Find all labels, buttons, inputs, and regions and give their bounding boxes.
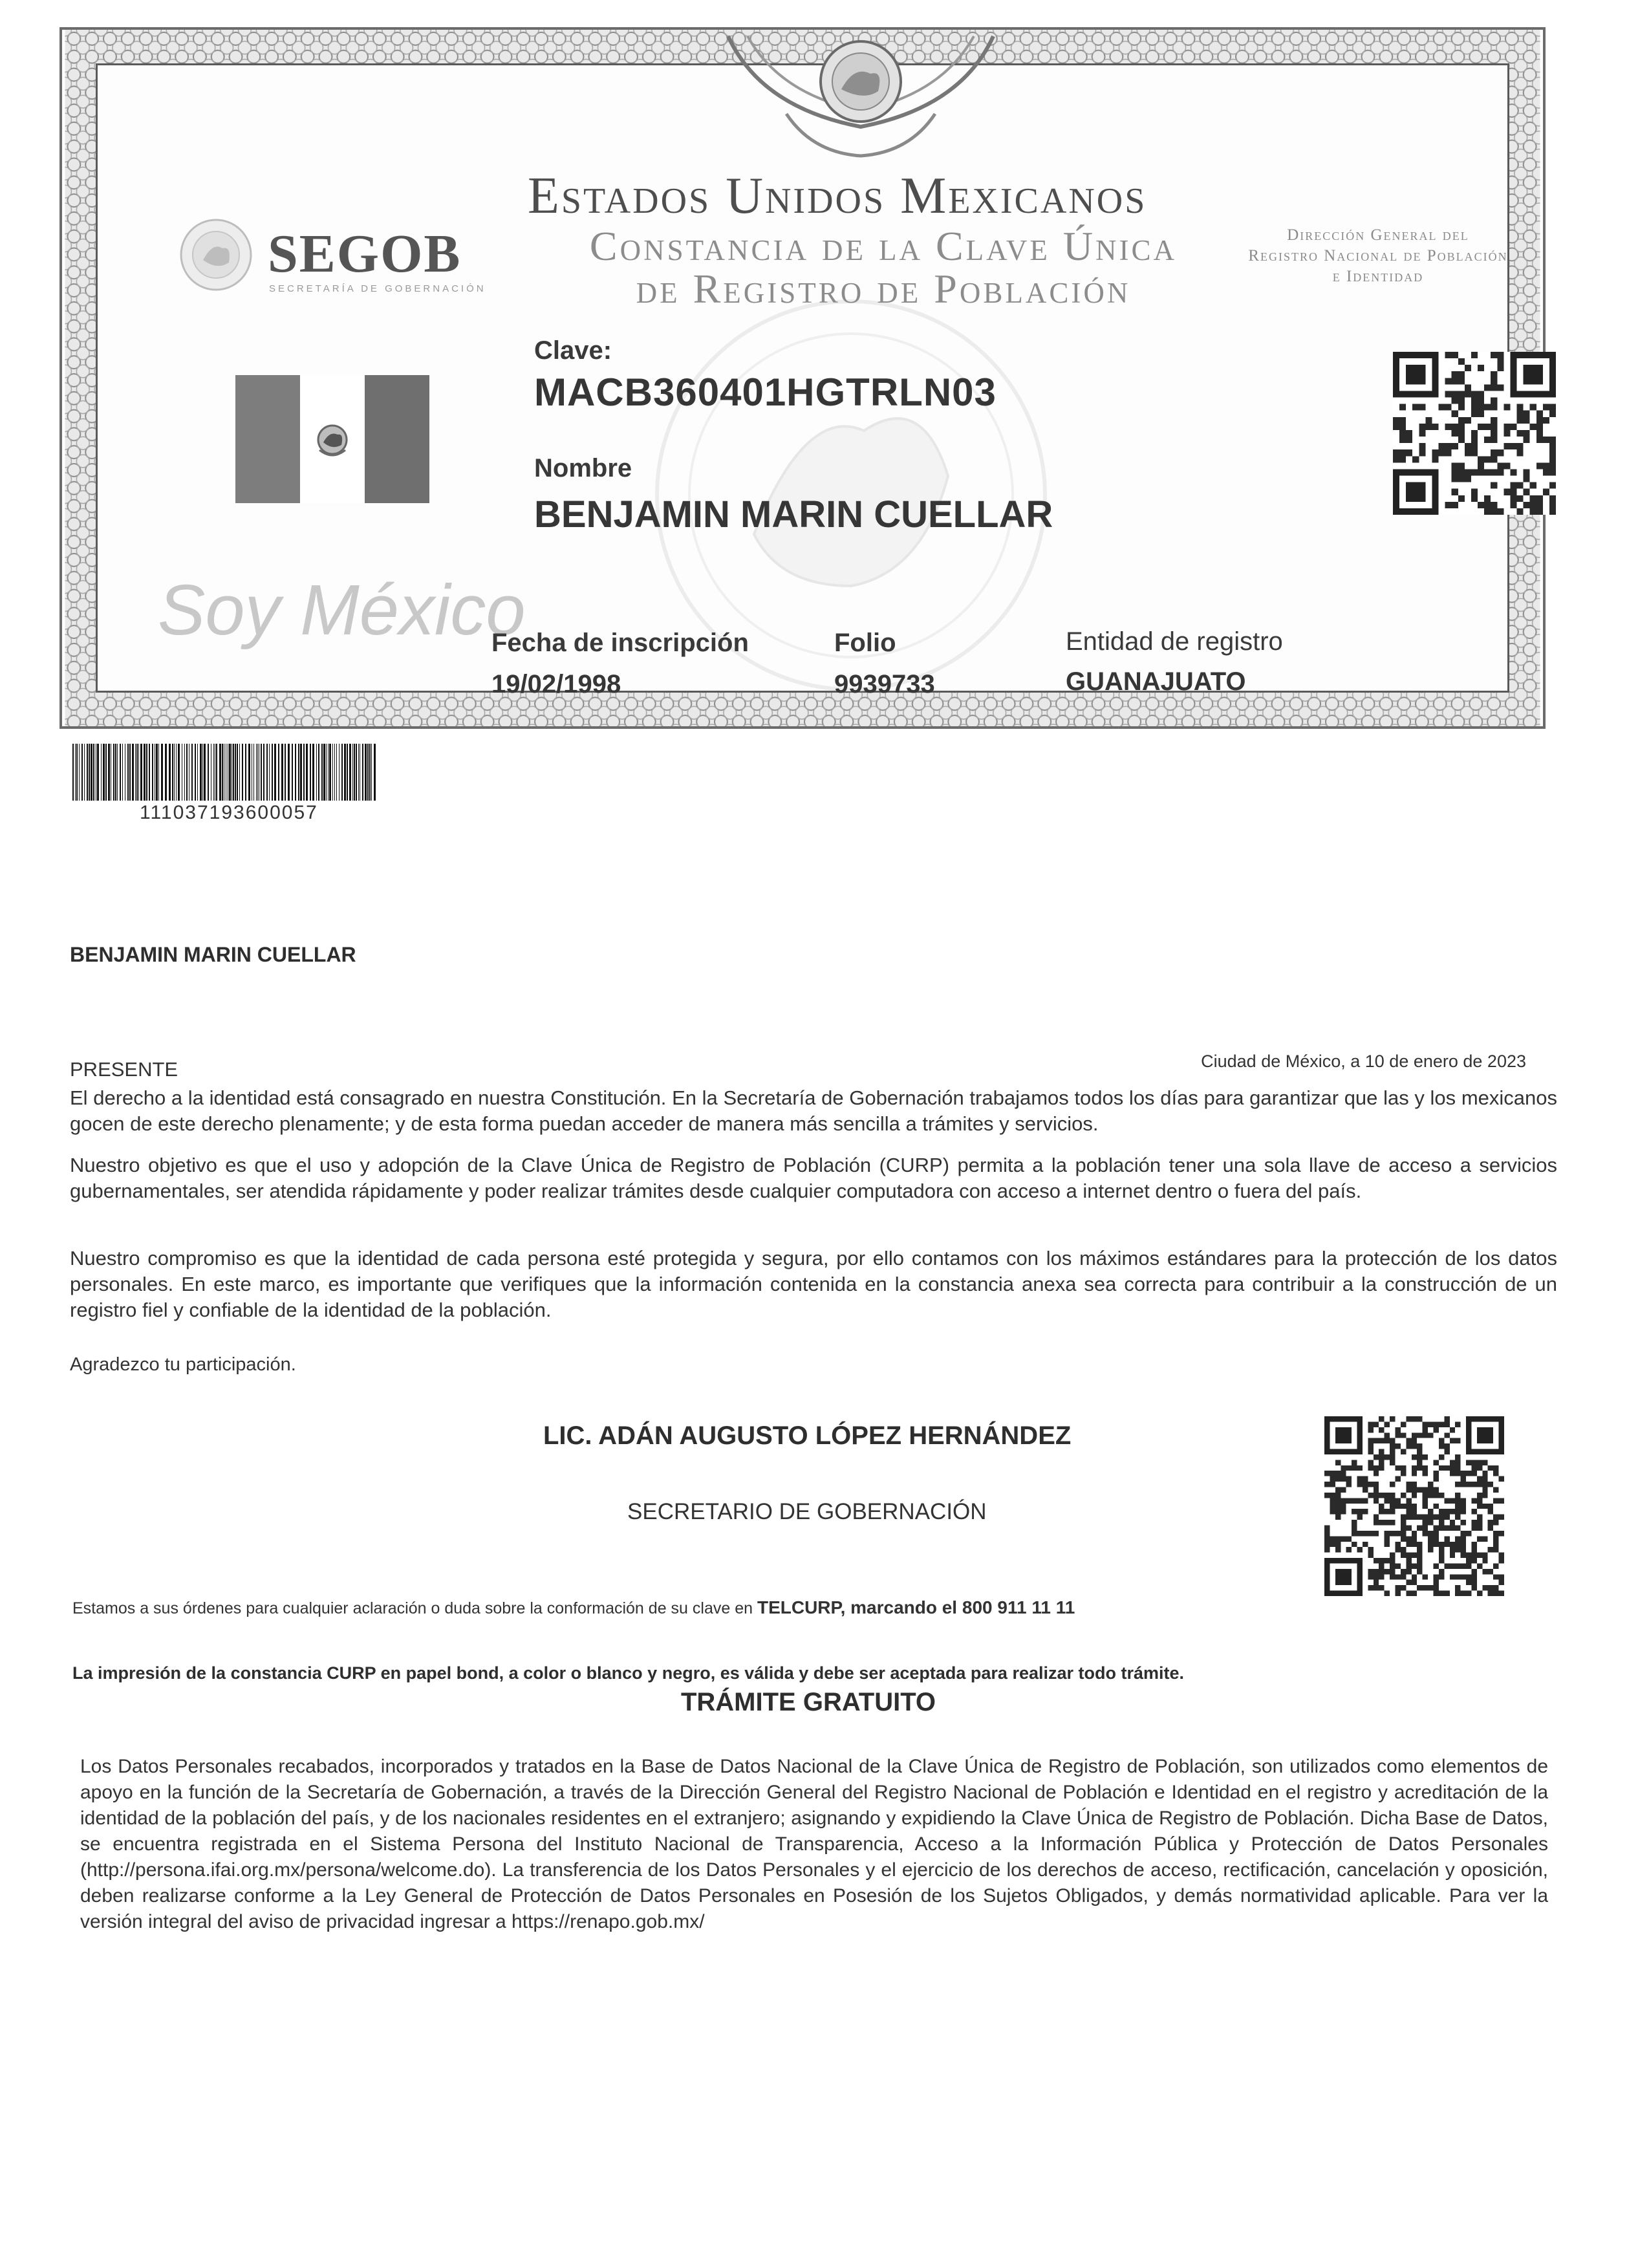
contact-notice [72, 1597, 1075, 1618]
mexican-flag-icon [235, 375, 429, 503]
signer-name: LIC. ADÁN AUGUSTO LÓPEZ HERNÁNDEZ [543, 1421, 1072, 1450]
directorate-line2: Registro Nacional de Población [1248, 247, 1508, 265]
letter-paragraph-3: Nuestro compromiso es que la identidad de cada persona esté protegida y segura, por ello contamos con los máximos estándares para la protección de los datos personales. En este marco, es importante que verifiques que la información contenida en la constancia anexa sea correcta para contribuir a la construcción de un registro fiel y confiable de la identidad de la población. [70, 1247, 1557, 1321]
segob-logo-subtext: SECRETARÍA DE GOBERNACIÓN [269, 283, 486, 294]
qr-code-icon[interactable] [1393, 352, 1556, 515]
letter-place-date: Ciudad de México, a 10 de enero de 2023 [1201, 1052, 1526, 1071]
contact-text: Estamos a sus órdenes para cualquier aclaración o duda sobre la conformación de su clave en [72, 1599, 753, 1617]
curp-certificate [59, 27, 1546, 729]
directorate-line3: e Identidad [1332, 268, 1424, 285]
entidad-registro-value: GUANAJUATO [1066, 667, 1246, 696]
letter-addressee: BENJAMIN MARIN CUELLAR [70, 943, 356, 966]
letter-paragraph-2: Nuestro objetivo es que el uso y adopción de la Clave Única de Registro de Población (CURP) permita a la población tener una sola llave de acceso a servicios gubernamentales, ser atendida rápidamente y poder realizar trámites desde cualquier computadora con acceso a internet dentro o fuera del país. [70, 1154, 1557, 1202]
directorate-name [1226, 225, 1530, 287]
segob-emblem-icon [177, 216, 255, 294]
letter-closing: Agradezco tu participación. [70, 1354, 296, 1375]
contact-phone: TELCURP, marcando el 800 911 11 11 [757, 1597, 1075, 1617]
qr-code-icon[interactable] [1324, 1416, 1504, 1596]
clave-label: Clave: [534, 336, 612, 365]
certificate-title: Estados Unidos Mexicanos [528, 167, 1147, 224]
barcode-number: 111037193600057 [140, 802, 318, 823]
certificate-subtitle-line2: de Registro de Población [636, 266, 1131, 312]
nombre-label: Nombre [534, 454, 632, 482]
segob-logo-text: SEGOB [268, 224, 462, 284]
nombre-value: BENJAMIN MARIN CUELLAR [534, 493, 1053, 535]
directorate-line1: Dirección General del [1287, 226, 1469, 244]
barcode-icon [72, 744, 378, 801]
fecha-inscripcion-value: 19/02/1998 [491, 670, 621, 698]
slogan-soy-mexico: Soy México [158, 570, 526, 650]
folio-label: Folio [834, 629, 896, 657]
free-procedure-notice: TRÁMITE GRATUITO [680, 1688, 936, 1716]
privacy-notice: Los Datos Personales recabados, incorporados y tratados en la Base de Datos Nacional de la Clave Única de Registro de Población, son utilizados como elementos de apoyo en la función de la Secretaría de Gobernación, a través de la Dirección General del Registro Nacional de Población e Identidad en el registro y acreditación de la identidad de la población del país, y de los nacionales residentes en el extranjero; asignando y expidiendo la Clave Única de Registro de Población. Dicha Base de Datos, se encuentra registrada en el Sistema Persona del Instituto Nacional de Transparencia, Acceso a la Información Pública y Protección de Datos Personales (http://persona.ifai.org.mx/persona/welcome.do). La transferencia de los Datos Personales y el ejercicio de los derechos de acceso, rectificación, cancelación y oposición, deben realizarse conforme a la Ley General de Protección de Datos Personales en Posesión de los Sujetos Obligados, y demás normatividad aplicable. Para ver la versión integral del aviso de privacidad ingresar a https://renapo.gob.mx/ [80, 1756, 1548, 1932]
letter-salutation: PRESENTE [70, 1058, 178, 1081]
validity-notice: La impresión de la constancia CURP en papel bond, a color o blanco y negro, es válida y debe ser aceptada para realizar todo trámite. [72, 1663, 1185, 1683]
folio-value: 9939733 [834, 670, 935, 698]
entidad-registro-label: Entidad de registro [1066, 627, 1283, 656]
national-seal-icon [709, 30, 1013, 166]
signer-title: SECRETARIO DE GOBERNACIÓN [627, 1499, 987, 1524]
clave-value: MACB360401HGTRLN03 [534, 371, 997, 414]
certificate-subtitle-line1: Constancia de la Clave Única [589, 223, 1178, 269]
fecha-inscripcion-label: Fecha de inscripción [491, 629, 749, 657]
letter-paragraph-1: El derecho a la identidad está consagrado en nuestra Constitución. En la Secretaría de Gobernación trabajamos todos los días para garantizar que las y los mexicanos gocen de este derecho plenamente; y de esta forma puedan acceder de manera más sencilla a trámites y servicios. [70, 1086, 1557, 1135]
